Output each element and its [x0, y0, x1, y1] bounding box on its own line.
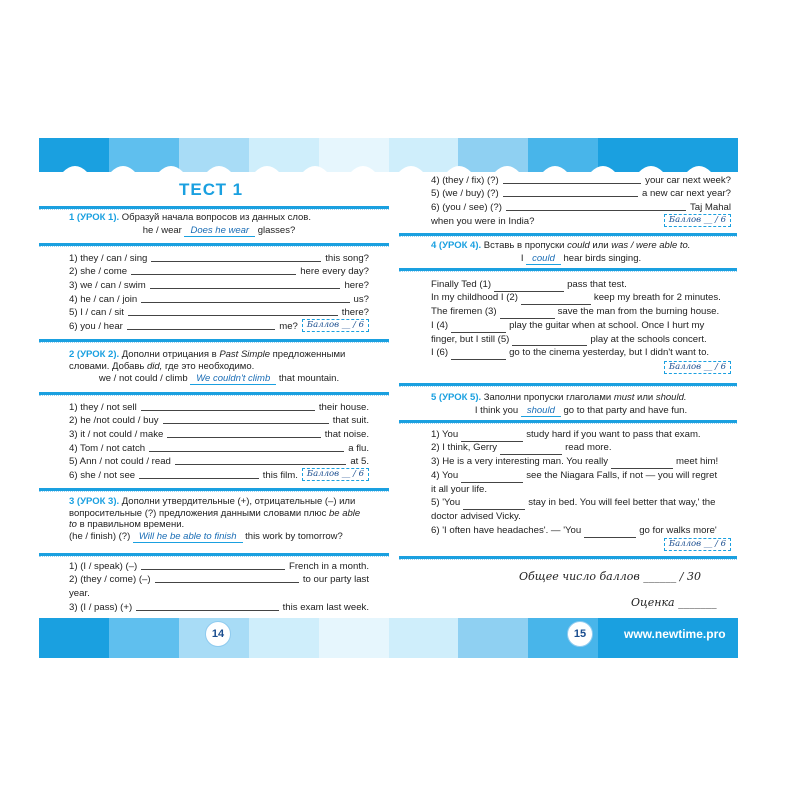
example-pre: he / wear — [142, 224, 182, 236]
exercise-line[interactable]: The firemen (3) save the man from the burning house. — [431, 306, 720, 318]
section-3-items — [69, 558, 369, 613]
divider — [399, 233, 737, 236]
exercise-line[interactable]: In my childhood I (2) keep my breath for 2 minutes. — [431, 292, 721, 304]
score-box: Баллов __ / 6 — [302, 468, 369, 481]
divider — [399, 420, 737, 423]
exercise-line[interactable]: 5) (we / buy) (?) a new car next year? — [431, 188, 731, 200]
section-4-text — [431, 278, 731, 374]
section-2-items — [69, 399, 369, 481]
section-2-header: 2 (УРОК 2). Дополни отрицания в Past Simple предложенными словами. Добавь did, где это необходимо. we / not could / climb We couldn't climb that mountain. — [69, 349, 369, 385]
section-1 — [69, 212, 369, 236]
section-2 — [69, 349, 369, 385]
score-box: Баллов __ / 6 — [664, 214, 731, 227]
exercise-line[interactable]: 3) He is a very interesting man. You really meet him! — [431, 456, 719, 468]
exercise-line: doctor advised Vicky. — [431, 510, 521, 522]
exercise-line: it all your life. — [431, 483, 487, 495]
section-1-header — [69, 212, 369, 236]
example-post: glasses? — [257, 224, 296, 236]
exercise-line[interactable]: Finally Ted (1) pass that test. — [431, 278, 627, 290]
exercise-line[interactable]: 5) I / can / sit there? — [69, 307, 369, 319]
exercise-line[interactable]: 2) I think, Gerry read more. — [431, 442, 612, 454]
exercise-line: when you were in India? Баллов __ / 6 — [431, 213, 731, 227]
page-title: ТЕСТ 1 — [179, 180, 244, 199]
divider — [39, 553, 389, 556]
example: I think you should go to that party and have fun. — [474, 404, 688, 416]
exercise-line[interactable]: 3) it / not could / make that noise. — [69, 429, 369, 441]
exercise-line[interactable]: 1) they / not sell their house. — [69, 401, 369, 413]
exercise-line[interactable]: 4) You see the Niagara Falls, if not — you will regret — [431, 469, 718, 481]
exercise-line[interactable]: 2) he /not could / buy that suit. — [69, 415, 369, 427]
divider — [39, 392, 389, 395]
exercise-line[interactable]: 5) 'You stay in bed. You will feel better that way,' the — [431, 497, 716, 509]
exercise-line[interactable]: I (4) play the guitar when at school. Once I hurt my — [431, 319, 705, 331]
section-5 — [431, 392, 731, 416]
total-score: Общее число баллов ______ / 30 — [519, 570, 701, 583]
exercise-line[interactable]: 3) (I / pass) (+) this exam last week. — [69, 601, 369, 613]
workbook-spread — [39, 138, 738, 658]
section-4-header: 4 (УРОК 4). Вставь в пропуски could или was / were able to. I could hear birds singing. — [431, 240, 731, 264]
example: I could hear birds singing. — [520, 252, 642, 264]
exercise-line[interactable]: 2) (they / come) (–) to our party last — [69, 574, 369, 586]
divider — [399, 556, 737, 559]
section-5-header: 5 (УРОК 5). Заполни пропуски глаголами must или should. I think you should go to that party and have fun. — [431, 392, 731, 416]
section-4 — [431, 240, 731, 264]
exercise-line[interactable]: finger, but I still (5) play at the schools concert. — [431, 333, 707, 345]
lesson-label: 1 (УРОК 1). — [69, 212, 120, 223]
section-1-items — [69, 250, 369, 332]
grade: Оценка _______ — [631, 596, 717, 609]
exercise-line[interactable]: 6) she / not see this film. Баллов __ / 6 — [69, 467, 369, 481]
exercise-line[interactable]: 1) You study hard if you want to pass that exam. — [431, 428, 701, 440]
instruction: Образуй начала вопросов из данных слов. — [121, 212, 311, 223]
exercise-line[interactable]: I (6) go to the cinema yesterday, but I didn't want to. — [431, 347, 710, 359]
exercise-line[interactable]: 4) Tom / not catch a flu. — [69, 442, 369, 454]
exercise-line[interactable]: 1) (I / speak) (–) French in a month. — [69, 560, 369, 572]
page-number-right: 15 — [567, 621, 593, 647]
score-box: Баллов __ / 6 — [302, 319, 369, 332]
section-3-continued — [431, 172, 731, 227]
divider — [399, 383, 737, 386]
divider — [39, 488, 389, 491]
divider — [399, 268, 737, 271]
section-3-header: 3 (УРОК 3). Дополни утвердительные (+), отрицательные (–) или вопросительные (?) предложения данными словами плюс be able to в правильном времени. (he / finish) (?) Will he be able to finish this work by tomorrow? — [69, 496, 369, 542]
score-box: Баллов __ / 6 — [664, 538, 731, 551]
exercise-line[interactable]: 2) she / come here every day? — [69, 266, 369, 278]
score-line — [431, 360, 731, 374]
exercise-line: year. — [69, 588, 90, 600]
example: we / not could / climb We couldn't climb that mountain. — [98, 373, 340, 384]
lesson-label: 2 (УРОК 2). — [69, 349, 120, 360]
section-3 — [69, 496, 369, 542]
example-answer: Does he wear — [184, 225, 255, 237]
exercise-line[interactable]: 1) they / can / sing this song? — [69, 252, 369, 264]
divider — [39, 206, 389, 209]
lesson-label: 4 (УРОК 4). — [431, 240, 482, 251]
page-number-left: 14 — [205, 621, 231, 647]
example: (he / finish) (?) Will he be able to finish this work by tomorrow? — [69, 530, 343, 542]
exercise-line[interactable]: 6) 'I often have headaches'. — 'You go for walks more' — [431, 524, 717, 536]
exercise-line[interactable]: 6) (you / see) (?) Taj Mahal — [431, 202, 731, 214]
example-answer: could — [526, 253, 561, 265]
score-box: Баллов __ / 6 — [664, 361, 731, 374]
example-answer: Will he be able to finish — [133, 531, 243, 543]
exercise-line[interactable]: 6) you / hear me? Баллов __ / 6 — [69, 318, 369, 332]
example-answer: should — [521, 405, 561, 417]
lesson-label: 5 (УРОК 5). — [431, 392, 482, 403]
lesson-label: 3 (УРОК 3). — [69, 496, 120, 507]
exercise-line[interactable]: 3) we / can / swim here? — [69, 280, 369, 292]
website-url[interactable]: www.newtime.pro — [624, 627, 726, 641]
exercise-line[interactable]: 4) he / can / join us? — [69, 293, 369, 305]
divider — [39, 243, 389, 246]
section-5-text — [431, 428, 731, 551]
divider — [39, 339, 389, 342]
exercise-line[interactable]: 4) (they / fix) (?) your car next week? — [431, 174, 731, 186]
example — [69, 225, 369, 237]
example-answer: We couldn't climb — [190, 373, 276, 385]
exercise-line[interactable]: 5) Ann / not could / read at 5. — [69, 456, 369, 468]
score-line — [431, 538, 731, 552]
